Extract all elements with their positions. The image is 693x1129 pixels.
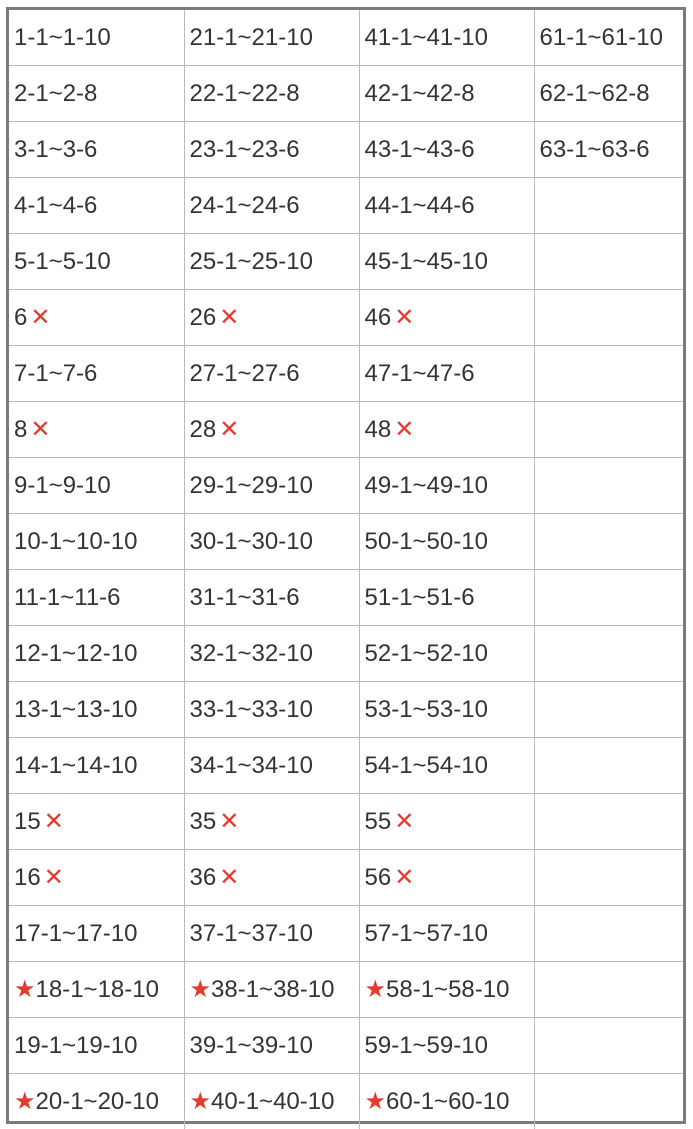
table-cell (184, 794, 359, 850)
cell-text: 25-1~25-10 (190, 248, 313, 275)
table-row (9, 962, 683, 1018)
table-row (9, 1074, 683, 1129)
table-cell (534, 682, 683, 738)
table-cell (9, 10, 184, 66)
cross-icon: ✕ (219, 808, 239, 835)
table-cell (9, 514, 184, 570)
cross-icon: ✕ (44, 808, 64, 835)
star-icon: ★ (190, 976, 212, 1003)
cross-icon: ✕ (30, 416, 50, 443)
cell-text: 43-1~43-6 (365, 136, 475, 163)
table-cell (9, 738, 184, 794)
table-cell (534, 66, 683, 122)
table-cell (359, 794, 534, 850)
cell-text: 16 (14, 864, 41, 891)
table-cell (9, 570, 184, 626)
table-cell (9, 458, 184, 514)
table-cell (184, 682, 359, 738)
cell-text: 53-1~53-10 (365, 696, 488, 723)
cell-text: 19-1~19-10 (14, 1032, 137, 1059)
table-cell (534, 626, 683, 682)
cross-icon: ✕ (219, 416, 239, 443)
cell-text: 45-1~45-10 (365, 248, 488, 275)
table-cell (534, 906, 683, 962)
table-cell (359, 458, 534, 514)
table-cell (9, 1018, 184, 1074)
cell-text: 50-1~50-10 (365, 528, 488, 555)
table-cell (534, 794, 683, 850)
cell-text: 4-1~4-6 (14, 192, 97, 219)
cell-text: 34-1~34-10 (190, 752, 313, 779)
table-cell (184, 850, 359, 906)
table-row (9, 290, 683, 346)
table-cell (9, 626, 184, 682)
table-cell (534, 458, 683, 514)
table-cell (9, 178, 184, 234)
cell-text: 5-1~5-10 (14, 248, 111, 275)
table-cell (9, 794, 184, 850)
cell-text: 49-1~49-10 (365, 472, 488, 499)
cell-text: 63-1~63-6 (540, 136, 650, 163)
table-cell (359, 122, 534, 178)
table-row (9, 346, 683, 402)
table-cell (534, 346, 683, 402)
table-cell (9, 962, 184, 1018)
table-cell (9, 682, 184, 738)
cell-text: 7-1~7-6 (14, 360, 97, 387)
table-row (9, 122, 683, 178)
table-row (9, 458, 683, 514)
cell-text: 13-1~13-10 (14, 696, 137, 723)
table-cell (184, 178, 359, 234)
cell-text: 27-1~27-6 (190, 360, 300, 387)
cell-text: 18-1~18-10 (36, 976, 159, 1003)
table-cell (9, 290, 184, 346)
cell-text: 41-1~41-10 (365, 24, 488, 51)
cell-text: 22-1~22-8 (190, 80, 300, 107)
table-row (9, 514, 683, 570)
cell-text: 55 (365, 808, 392, 835)
table-cell (184, 290, 359, 346)
table-cell (184, 10, 359, 66)
cell-text: 6 (14, 304, 27, 331)
table-cell (184, 458, 359, 514)
table-cell (184, 1074, 359, 1129)
table-cell (359, 626, 534, 682)
cell-text: 29-1~29-10 (190, 472, 313, 499)
cell-text: 47-1~47-6 (365, 360, 475, 387)
table-frame (6, 7, 686, 1124)
table-cell (9, 234, 184, 290)
table-cell (184, 626, 359, 682)
cell-text: 21-1~21-10 (190, 24, 313, 51)
table-cell (534, 290, 683, 346)
table-row (9, 1018, 683, 1074)
cell-text: 52-1~52-10 (365, 640, 488, 667)
table-cell (359, 10, 534, 66)
table-row (9, 66, 683, 122)
table-row (9, 794, 683, 850)
table-cell (9, 66, 184, 122)
table-cell (9, 402, 184, 458)
cross-icon: ✕ (394, 864, 414, 891)
star-icon: ★ (365, 976, 387, 1003)
table-cell (534, 10, 683, 66)
cell-text: 37-1~37-10 (190, 920, 313, 947)
table-cell (9, 122, 184, 178)
table-cell (534, 178, 683, 234)
table-row (9, 906, 683, 962)
table-body (9, 10, 683, 1129)
table-cell (359, 514, 534, 570)
cell-text: 9-1~9-10 (14, 472, 111, 499)
cell-text: 11-1~11-6 (14, 584, 121, 611)
table-row (9, 178, 683, 234)
cell-text: 33-1~33-10 (190, 696, 313, 723)
table-cell (9, 346, 184, 402)
table-row (9, 682, 683, 738)
cross-icon: ✕ (394, 304, 414, 331)
cell-text: 58-1~58-10 (386, 976, 509, 1003)
cross-icon: ✕ (394, 416, 414, 443)
table-cell (359, 1018, 534, 1074)
cell-text: 23-1~23-6 (190, 136, 300, 163)
table-cell (184, 738, 359, 794)
table-cell (359, 682, 534, 738)
table-row (9, 402, 683, 458)
table-cell (184, 122, 359, 178)
cell-text: 40-1~40-10 (211, 1088, 334, 1115)
cell-text: 30-1~30-10 (190, 528, 313, 555)
table-cell (534, 234, 683, 290)
cell-text: 1-1~1-10 (14, 24, 111, 51)
table-row (9, 738, 683, 794)
table-cell (534, 514, 683, 570)
table-cell (184, 570, 359, 626)
table-row (9, 850, 683, 906)
table-row (9, 10, 683, 66)
cell-text: 54-1~54-10 (365, 752, 488, 779)
table-cell (359, 346, 534, 402)
table-cell (359, 570, 534, 626)
cell-text: 3-1~3-6 (14, 136, 97, 163)
table-cell (184, 234, 359, 290)
table-cell (359, 1074, 534, 1129)
cell-text: 14-1~14-10 (14, 752, 137, 779)
table-cell (534, 1018, 683, 1074)
cell-text: 32-1~32-10 (190, 640, 313, 667)
cell-text: 46 (365, 304, 392, 331)
table-cell (534, 570, 683, 626)
table-cell (359, 290, 534, 346)
cell-text: 38-1~38-10 (211, 976, 334, 1003)
star-icon: ★ (365, 1088, 387, 1115)
star-icon: ★ (14, 976, 36, 1003)
table-row (9, 570, 683, 626)
table-cell (359, 234, 534, 290)
table-cell (534, 122, 683, 178)
table-cell (359, 962, 534, 1018)
cross-icon: ✕ (44, 864, 64, 891)
cell-text: 42-1~42-8 (365, 80, 475, 107)
cell-text: 59-1~59-10 (365, 1032, 488, 1059)
table-cell (359, 906, 534, 962)
table-cell (359, 850, 534, 906)
cell-text: 36 (190, 864, 217, 891)
cell-text: 35 (190, 808, 217, 835)
table-cell (9, 1074, 184, 1129)
cross-icon: ✕ (30, 304, 50, 331)
cell-text: 57-1~57-10 (365, 920, 488, 947)
cell-text: 12-1~12-10 (14, 640, 137, 667)
cross-icon: ✕ (219, 304, 239, 331)
cell-text: 48 (365, 416, 392, 443)
cell-text: 60-1~60-10 (386, 1088, 509, 1115)
star-icon: ★ (14, 1088, 36, 1115)
cell-text: 61-1~61-10 (540, 24, 663, 51)
table-cell (184, 66, 359, 122)
table-cell (359, 178, 534, 234)
cell-text: 20-1~20-10 (36, 1088, 159, 1115)
table-cell (534, 962, 683, 1018)
table-cell (184, 402, 359, 458)
cell-text: 24-1~24-6 (190, 192, 300, 219)
table-cell (359, 402, 534, 458)
cell-text: 44-1~44-6 (365, 192, 475, 219)
table-row (9, 234, 683, 290)
table-cell (184, 514, 359, 570)
table-cell (534, 738, 683, 794)
table-cell (359, 66, 534, 122)
table-cell (534, 850, 683, 906)
table-cell (184, 906, 359, 962)
table-cell (184, 962, 359, 1018)
cross-icon: ✕ (394, 808, 414, 835)
table-cell (534, 1074, 683, 1129)
cell-text: 10-1~10-10 (14, 528, 137, 555)
table-cell (184, 1018, 359, 1074)
cell-text: 17-1~17-10 (14, 920, 137, 947)
cell-text: 8 (14, 416, 27, 443)
cell-text: 31-1~31-6 (190, 584, 300, 611)
table-cell (184, 346, 359, 402)
table-row (9, 626, 683, 682)
cell-text: 26 (190, 304, 217, 331)
cell-text: 56 (365, 864, 392, 891)
cell-text: 39-1~39-10 (190, 1032, 313, 1059)
cell-text: 62-1~62-8 (540, 80, 650, 107)
table-cell (9, 850, 184, 906)
star-icon: ★ (190, 1088, 212, 1115)
cell-text: 28 (190, 416, 217, 443)
cell-text: 2-1~2-8 (14, 80, 97, 107)
table-cell (534, 402, 683, 458)
cell-text: 15 (14, 808, 41, 835)
table-cell (9, 906, 184, 962)
table-cell (359, 738, 534, 794)
range-table (9, 10, 683, 1129)
cell-text: 51-1~51-6 (365, 584, 475, 611)
cross-icon: ✕ (219, 864, 239, 891)
